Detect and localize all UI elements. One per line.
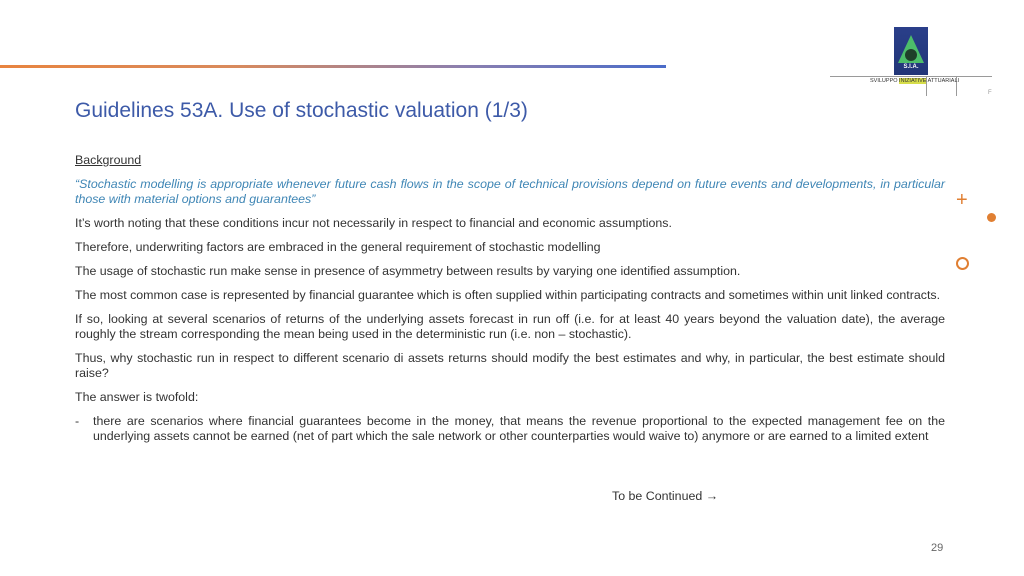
plus-decoration-icon: + [956, 189, 968, 211]
logo-tagline [870, 78, 959, 84]
logo-rule [830, 76, 992, 77]
bullet-marker: - [75, 414, 80, 428]
paragraph-3: The usage of stochastic run make sense in presence of asymmetry between results by varying one identified assumption. [75, 264, 741, 278]
section-heading: Background [75, 153, 142, 167]
sia-logo [830, 27, 992, 97]
to-be-continued-link[interactable] [612, 489, 718, 503]
arrow-right-icon: → [705, 489, 719, 503]
paragraph-2: Therefore, underwriting factors are embraced in the general requirement of stochastic modelling [75, 240, 601, 254]
logo-tagline-part-3: ATTUARIALI [926, 78, 960, 84]
ring-decoration-icon [956, 257, 969, 270]
regulation-quote: “Stochastic modelling is appropriate whenever future cash flows in the scope of technical provisions depend on future events and developments, in particular those with material options and guarantees” [75, 177, 945, 206]
logo-brand: S.I.A. [903, 64, 919, 70]
logo-tagline-part-2: INIZIATIVE [899, 78, 927, 84]
bullet-text: there are scenarios where financial guarantees become in the money, that means the revenue proportional to the expected management fee on the underlying assets cannot be earned (net of part which the sale network or other counterparties would waive to) anymore or are earned to a limited extent [93, 414, 945, 443]
paragraph-5: If so, looking at several scenarios of returns of the underlying assets forecast in run off (i.e. for at least 40 years beyond the valuation date), the average roughly the stream corresponding the mean being used in the deterministic run (i.e. non – stochastic). [75, 312, 945, 341]
logo-tagline-part-1: SVILUPPO [870, 78, 900, 84]
logo-emblem [905, 49, 917, 61]
paragraph-4: The most common case is represented by financial guarantee which is often supplied within participating contracts and sometimes within unit linked contracts. [75, 288, 941, 302]
paragraph-6: Thus, why stochastic run in respect to different scenario di assets returns should modify the best estimates and why, in particular, the best estimate should raise? [75, 351, 945, 380]
continued-label: To be Continued [612, 489, 703, 503]
top-gradient-rule [0, 65, 666, 68]
paragraph-7: The answer is twofold: [75, 390, 199, 404]
bullet-item [75, 414, 945, 444]
corner-mark: F [988, 90, 992, 96]
paragraph-1: It’s worth noting that these conditions incur not necessarily in respect to financial and economic assumptions. [75, 216, 672, 230]
dot-decoration-icon [987, 213, 996, 222]
slide-title: Guidelines 53A. Use of stochastic valuation (1/3) [75, 99, 528, 122]
slide-body [75, 153, 945, 444]
page-number: 29 [931, 542, 944, 554]
